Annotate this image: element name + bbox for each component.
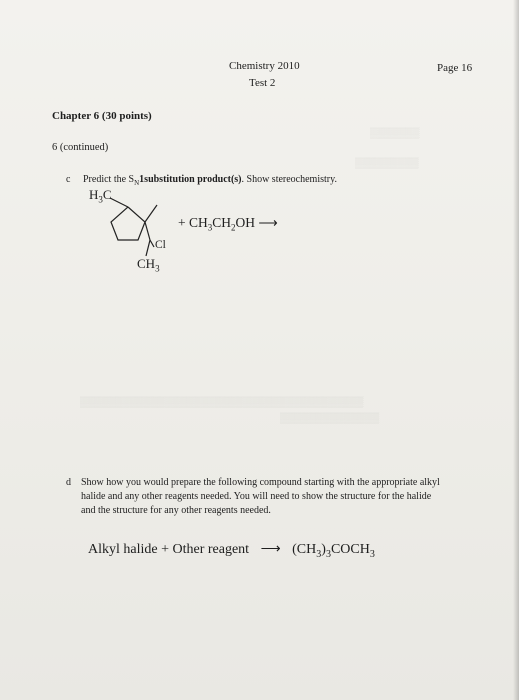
bond-quaternary-down	[145, 222, 150, 240]
chapter-heading: Chapter 6 (30 points)	[52, 110, 152, 122]
bond-quaternary	[145, 205, 157, 222]
part-d-line-1: Show how you would prepare the following compound starting with the appropriate alkyl	[81, 477, 440, 488]
plus-sign: +	[178, 215, 189, 230]
reaction-arrow-icon: ⟶	[258, 215, 278, 230]
reaction-c	[178, 215, 278, 233]
part-d-line-2: halide and any other reagents needed. You will need to show the structure for the halide	[81, 491, 432, 502]
page-number: Page 16	[437, 62, 473, 74]
part-c-bold: 1substitution product(s)	[139, 174, 242, 185]
reaction-d-left: Alkyl halide + Other reagent	[88, 542, 250, 557]
part-c-letter: c	[66, 174, 71, 185]
bond-h3c	[110, 198, 128, 207]
bond-ch3	[146, 240, 150, 256]
chlorine-label: Cl	[155, 239, 166, 251]
question-number: 6 (continued)	[52, 142, 109, 153]
part-d-letter: d	[66, 477, 71, 488]
test-label: Test 2	[249, 77, 276, 89]
part-d-prompt	[66, 476, 440, 518]
reaction-d-arrow-icon: ⟶	[260, 542, 281, 557]
bleed-through: ▒▒▒▒▒▒▒▒▒	[355, 158, 419, 169]
ethanol-reagent: $CH_3CH_2OH$	[189, 215, 256, 233]
part-c-subscript: N	[134, 179, 140, 187]
methyl-top-label: $H_3C$	[89, 187, 112, 205]
reaction-d	[88, 541, 375, 560]
bleed-through: ▒▒▒▒▒▒▒	[370, 128, 420, 139]
methyl-bottom-label: $CH_3$	[137, 256, 160, 274]
part-c-rest: . Show stereochemistry.	[241, 174, 337, 185]
part-c-lead: Predict the S	[83, 174, 135, 185]
ring-bonds	[111, 207, 145, 240]
bond-cl	[150, 240, 154, 247]
bleed-through: ▒▒▒▒▒▒▒▒▒▒▒▒▒▒▒▒▒▒▒▒▒▒▒▒▒▒▒▒▒▒▒▒▒▒▒▒▒▒▒▒	[80, 397, 364, 408]
part-d-line-3: and the structure for any other reagents needed.	[81, 505, 271, 516]
course-title: Chemistry 2010	[229, 60, 300, 72]
bleed-through: ▒▒▒▒▒▒▒▒▒▒▒▒▒▒	[280, 413, 380, 424]
reaction-d-product: $(CH_3)_3COCH_3$	[292, 542, 375, 560]
